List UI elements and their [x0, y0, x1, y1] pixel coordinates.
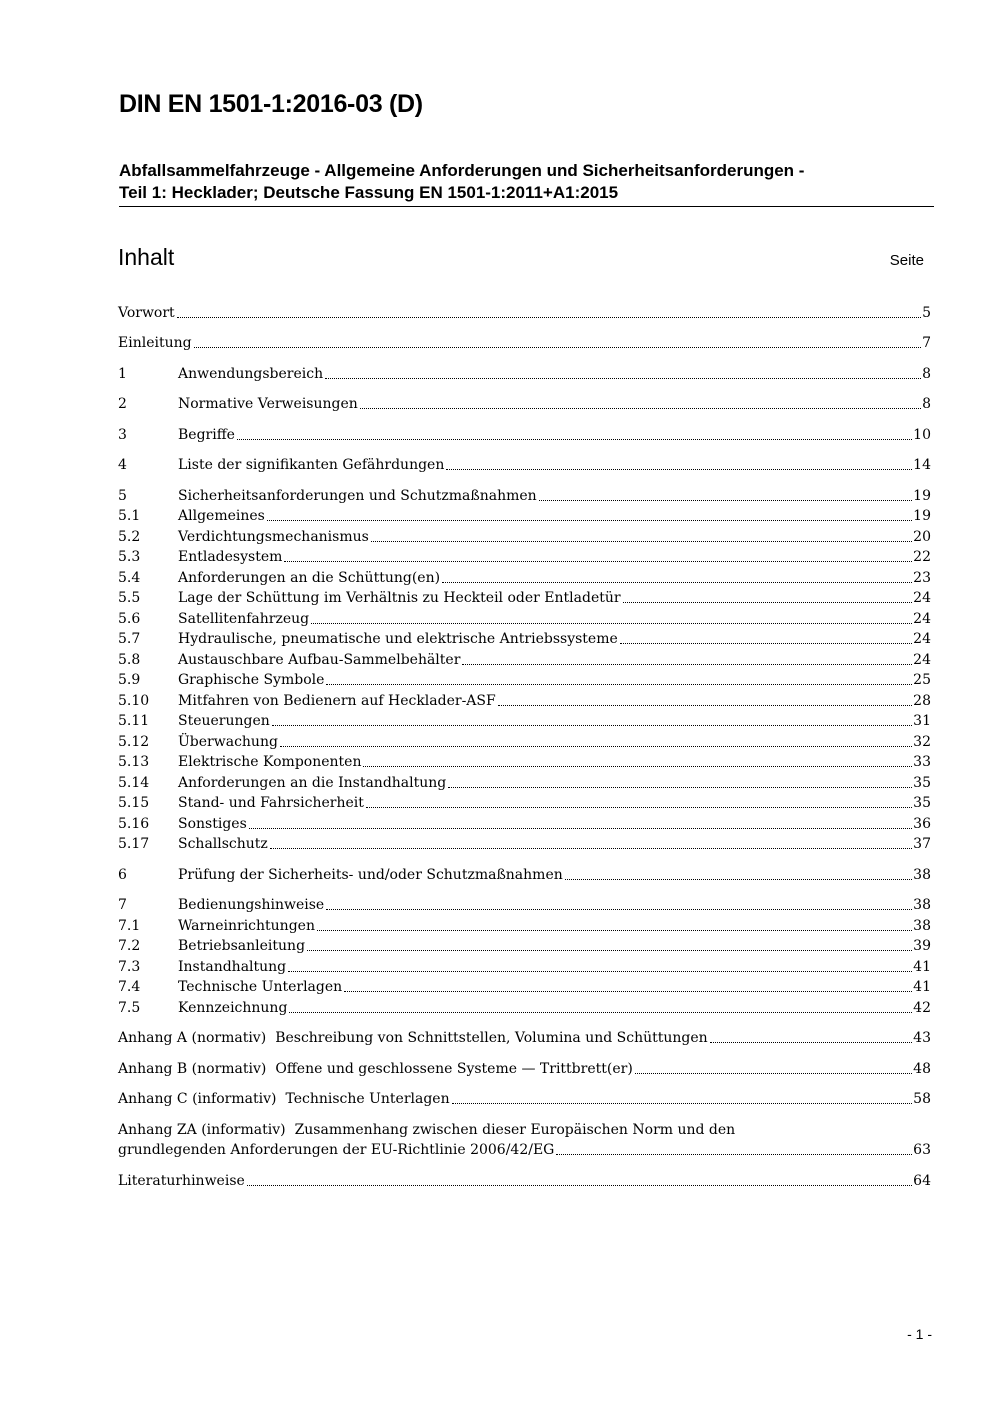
toc-entry[interactable] [118, 424, 931, 444]
toc-entry-dot-leader [289, 1011, 912, 1013]
toc-entry-title: Lage der Schüttung im Verhältnis zu Heckteil oder Entladetür [178, 590, 621, 606]
toc-entry-page-number: 63 [913, 1142, 931, 1158]
toc-entry-page-number: 24 [913, 652, 931, 668]
toc-entry-page-number: 58 [913, 1091, 931, 1107]
toc-entry-title: Austauschbare Aufbau-Sammelbehälter [178, 652, 461, 668]
toc-entry-dot-leader [623, 601, 913, 603]
toc-entry[interactable] [118, 302, 931, 322]
toc-entry-title: Steuerungen [178, 713, 270, 729]
toc-entry-title: Graphische Symbole [178, 672, 325, 688]
toc-entry-page-number: 42 [913, 1000, 931, 1016]
toc-entry-page-number: 35 [913, 775, 931, 791]
toc-entry-dot-leader [317, 929, 912, 931]
toc-entry-page-number: 33 [913, 754, 931, 770]
toc-entry[interactable] [118, 894, 931, 914]
toc-entry[interactable] [118, 772, 931, 792]
toc-entry[interactable] [118, 731, 931, 751]
toc-entry-number: 2 [118, 396, 127, 412]
toc-entry-page-number: 35 [913, 795, 931, 811]
toc-entry-dot-leader [556, 1153, 912, 1155]
toc-entry[interactable] [118, 567, 931, 587]
toc-entry-page-number: 36 [913, 816, 931, 832]
toc-entry[interactable] [118, 935, 931, 955]
toc-entry-dot-leader [307, 949, 912, 951]
toc-entry-number: 7.5 [118, 1000, 141, 1016]
toc-entry-title: Liste der signifikanten Gefährdungen [178, 457, 445, 473]
toc-entry-dot-leader [366, 806, 912, 808]
toc-entry-dot-leader [360, 407, 921, 409]
toc-entry-page-number: 24 [913, 631, 931, 647]
toc-entry-title: Offene und geschlossene Systeme — Trittbrett(er) [275, 1061, 633, 1077]
toc-entry-title: Stand- und Fahrsicherheit [178, 795, 364, 811]
toc-entry-number: 7.4 [118, 979, 141, 995]
toc-entry-dot-leader [710, 1041, 912, 1043]
subtitle-line-2: Teil 1: Hecklader; Deutsche Fassung EN 1501-1:2011+A1:2015 [119, 183, 619, 202]
toc-entry-dot-leader [267, 519, 912, 521]
toc-entry-dot-leader [442, 581, 912, 583]
toc-entry-title: Kennzeichnung [178, 1000, 288, 1016]
toc-entry-page-number: 25 [913, 672, 931, 688]
toc-entry-dot-leader [326, 683, 912, 685]
toc-entry-dot-leader [249, 827, 912, 829]
toc-entry-number: 5 [118, 488, 127, 504]
toc-entry-number: 3 [118, 427, 127, 443]
toc-entry[interactable] [118, 669, 931, 689]
toc-entry-number: 5.2 [118, 529, 141, 545]
toc-entry[interactable] [118, 915, 931, 935]
toc-entry-title: Beschreibung von Schnittstellen, Volumina und Schüttungen [275, 1030, 708, 1046]
toc-entry-dot-leader [446, 468, 912, 470]
toc-entry-dot-leader [635, 1072, 912, 1074]
toc-entry-number: 5.14 [118, 775, 150, 791]
toc-entry-dot-leader [498, 704, 912, 706]
toc-entry-title: Elektrische Komponenten [178, 754, 362, 770]
toc-entry-annex-label: Anhang C (informativ) [118, 1091, 277, 1107]
toc-entry-dot-leader [247, 1184, 912, 1186]
toc-entry-title: Literaturhinweise [118, 1173, 245, 1189]
subtitle-line-1: Abfallsammelfahrzeuge - Allgemeine Anforderungen und Sicherheitsanforderungen - [119, 161, 805, 180]
toc-entry[interactable] [118, 976, 931, 996]
toc-entry[interactable] [118, 997, 931, 1017]
toc-entry-page-number: 38 [913, 867, 931, 883]
toc-entry-number: 5.17 [118, 836, 150, 852]
toc-entry-page-number: 22 [913, 549, 931, 565]
toc-entry-dot-leader [462, 663, 912, 665]
toc-entry-title: Normative Verweisungen [178, 396, 358, 412]
toc-entry-dot-leader [177, 316, 921, 318]
toc-entry-page-number: 64 [913, 1173, 931, 1189]
document-title: DIN EN 1501-1:2016-03 (D) [119, 90, 423, 118]
toc-entry-number: 5.8 [118, 652, 141, 668]
toc-entry[interactable] [118, 649, 931, 669]
toc-entry[interactable] [118, 833, 931, 853]
toc-entry[interactable] [118, 1170, 931, 1190]
toc-entry-dot-leader [270, 847, 912, 849]
toc-entry-page-number: 48 [913, 1061, 931, 1077]
toc-entry-dot-leader [452, 1102, 913, 1104]
toc-entry-number: 7.1 [118, 918, 141, 934]
toc-entry-title: Schallschutz [178, 836, 268, 852]
toc-entry-title: Vorwort [118, 305, 175, 321]
toc-entry-number: 5.13 [118, 754, 150, 770]
toc-entry-number: 5.15 [118, 795, 150, 811]
toc-entry-dot-leader [565, 878, 912, 880]
toc-entry-number: 5.5 [118, 590, 141, 606]
toc-entry-title: Mitfahren von Bedienern auf Hecklader-ASF [178, 693, 496, 709]
toc-entry-title: Entladesystem [178, 549, 283, 565]
toc-entry-number: 6 [118, 867, 127, 883]
toc-entry[interactable] [118, 1139, 931, 1159]
toc-entry-dot-leader [194, 346, 922, 348]
toc-entry-number: 5.4 [118, 570, 141, 586]
toc-entry-number: 5.12 [118, 734, 150, 750]
toc-entry[interactable] [118, 505, 931, 525]
toc-entry[interactable] [118, 454, 931, 474]
toc-entry-page-number: 8 [922, 396, 931, 412]
toc-entry-page-number: 8 [922, 366, 931, 382]
toc-entry-number: 5.7 [118, 631, 141, 647]
toc-entry-annex-label: Anhang B (normativ) [118, 1061, 267, 1077]
toc-entry-title: grundlegenden Anforderungen der EU-Richtlinie 2006/42/EG [118, 1142, 555, 1158]
toc-entry-title: Einleitung [118, 335, 192, 351]
toc-entry-dot-leader [311, 622, 912, 624]
toc-entry-number: 7.2 [118, 938, 141, 954]
toc-entry-title: Begriffe [178, 427, 235, 443]
toc-entry[interactable] [118, 751, 931, 771]
toc-entry-title: Anwendungsbereich [178, 366, 324, 382]
toc-heading: Inhalt [118, 244, 175, 270]
toc-entry[interactable] [118, 1119, 931, 1139]
toc-page-column-heading: Seite [889, 252, 924, 269]
toc-entry-number: 7 [118, 897, 127, 913]
toc-entry-title: Sicherheitsanforderungen und Schutzmaßnahmen [178, 488, 537, 504]
toc-entry-page-number: 28 [913, 693, 931, 709]
toc-entry-number: 5.16 [118, 816, 150, 832]
toc-entry-page-number: 7 [922, 335, 931, 351]
document-subtitle [119, 160, 934, 207]
toc-entry-dot-leader [288, 970, 912, 972]
toc-entry[interactable] [118, 587, 931, 607]
toc-entry-title: Bedienungshinweise [178, 897, 325, 913]
toc-entry-page-number: 41 [913, 959, 931, 975]
toc-entry-page-number: 14 [913, 457, 931, 473]
toc-entry[interactable] [118, 710, 931, 730]
toc-entry-page-number: 43 [913, 1030, 931, 1046]
toc-entry[interactable] [118, 628, 931, 648]
toc-entry-title: Betriebsanleitung [178, 938, 306, 954]
toc-entry-number: 5.9 [118, 672, 141, 688]
toc-entry-title: Instandhaltung [178, 959, 287, 975]
toc-entry-page-number: 41 [913, 979, 931, 995]
toc-entry-number: 5.11 [118, 713, 150, 729]
toc-entry-title: Zusammenhang zwischen dieser Europäischen Norm und den [294, 1122, 736, 1138]
toc-entry-page-number: 24 [913, 611, 931, 627]
toc-entry-title: Allgemeines [178, 508, 265, 524]
toc-entry-dot-leader [371, 540, 912, 542]
toc-entry-number: 4 [118, 457, 127, 473]
toc-entry-page-number: 32 [913, 734, 931, 750]
toc-entry[interactable] [118, 485, 931, 505]
toc-entry-number: 5.10 [118, 693, 150, 709]
toc-entry-title: Technische Unterlagen [285, 1091, 450, 1107]
toc-entry-title: Prüfung der Sicherheits- und/oder Schutzmaßnahmen [178, 867, 563, 883]
toc-entry[interactable] [118, 864, 931, 884]
toc-entry[interactable] [118, 363, 931, 383]
toc-entry-dot-leader [325, 377, 921, 379]
toc-entry-title: Anforderungen an die Schüttung(en) [178, 570, 441, 586]
toc-entry-number: 1 [118, 366, 127, 382]
toc-entry-dot-leader [363, 765, 912, 767]
toc-entry-dot-leader [448, 786, 912, 788]
toc-entry[interactable] [118, 813, 931, 833]
toc-entry-title: Überwachung [178, 734, 278, 750]
toc-entry-number: 7.3 [118, 959, 141, 975]
toc-entry-page-number: 24 [913, 590, 931, 606]
toc-entry-title: Sonstiges [178, 816, 247, 832]
toc-entry-page-number: 31 [913, 713, 931, 729]
toc-entry[interactable] [118, 393, 931, 413]
toc-entry-dot-leader [539, 499, 912, 501]
toc-entry-page-number: 38 [913, 918, 931, 934]
toc-entry-title: Warneinrichtungen [178, 918, 315, 934]
toc-entry-number: 5.1 [118, 508, 141, 524]
toc-entry-dot-leader [237, 438, 912, 440]
toc-entry-page-number: 19 [913, 508, 931, 524]
toc-entry-page-number: 39 [913, 938, 931, 954]
toc-entry-annex-label: Anhang ZA (informativ) [118, 1122, 286, 1138]
toc-entry-title: Verdichtungsmechanismus [178, 529, 369, 545]
toc-entry-page-number: 5 [922, 305, 931, 321]
toc-entry[interactable] [118, 956, 931, 976]
toc-entry-title: Satellitenfahrzeug [178, 611, 310, 627]
toc-entry-annex-label: Anhang A (normativ) [118, 1030, 267, 1046]
toc-entry[interactable] [118, 1088, 931, 1108]
toc-entry-dot-leader [326, 908, 912, 910]
toc-entry-dot-leader [620, 642, 912, 644]
toc-entry-dot-leader [284, 560, 912, 562]
toc-entry-dot-leader [344, 990, 912, 992]
toc-entry-page-number: 23 [913, 570, 931, 586]
toc-entry-page-number: 19 [913, 488, 931, 504]
toc-entry-title: Technische Unterlagen [178, 979, 343, 995]
toc-entry-dot-leader [272, 724, 912, 726]
toc-entry[interactable] [118, 608, 931, 628]
toc-entry-page-number: 10 [913, 427, 931, 443]
toc-entry-title: Hydraulische, pneumatische und elektrische Antriebssysteme [178, 631, 618, 647]
toc-entry[interactable] [118, 792, 931, 812]
toc-entry[interactable] [118, 546, 931, 566]
toc-entry-title: Anforderungen an die Instandhaltung [178, 775, 447, 791]
toc-entry-page-number: 20 [913, 529, 931, 545]
page-number: - 1 - [907, 1326, 932, 1342]
toc-entry-number: 5.6 [118, 611, 141, 627]
toc-entry-page-number: 38 [913, 897, 931, 913]
toc-entry-page-number: 37 [913, 836, 931, 852]
toc-entry[interactable] [118, 690, 931, 710]
toc-entry[interactable] [118, 526, 931, 546]
toc-entry[interactable] [118, 1027, 931, 1047]
toc-entry[interactable] [118, 1058, 931, 1078]
toc-entry[interactable] [118, 332, 931, 352]
toc-entry-number: 5.3 [118, 549, 141, 565]
toc-entry-dot-leader [280, 745, 912, 747]
